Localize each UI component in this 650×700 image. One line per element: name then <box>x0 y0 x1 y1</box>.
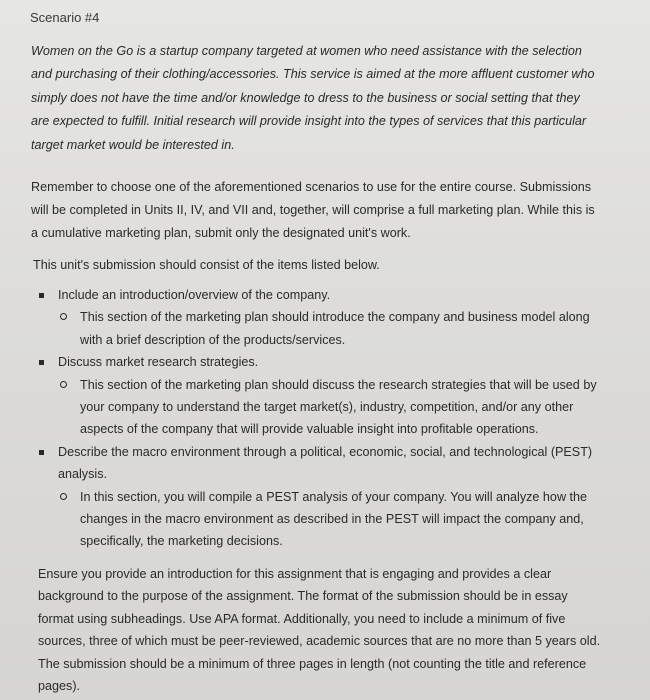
closing-line: background to the purpose of the assignment. The format of the submission should be in essay <box>38 589 568 604</box>
closing-line: Ensure you provide an introduction for this assignment that is engaging and provides a clear <box>38 567 552 581</box>
scenario-line: target market would be interested in. <box>31 137 235 152</box>
square-bullet-icon <box>39 360 44 365</box>
scenario-line: are expected to fulfill. Initial research will provide insight into the types of services that this particular <box>31 114 587 129</box>
reminder-line: will be completed in Units II, IV, and VII and, together, will comprise a full marketing plan. While this is <box>31 203 595 217</box>
sub-list-item-text: specifically, the marketing decisions. <box>80 534 283 549</box>
reminder-paragraph <box>31 176 643 245</box>
list-item-text: Describe the macro environment through a political, economic, social, and technological (PEST) <box>58 444 593 459</box>
sub-list-item-text: your company to understand the target market(s), industry, competition, and/or any other <box>80 400 574 415</box>
sub-list-item-text: In this section, you will compile a PEST analysis of your company. You will analyze how the <box>80 489 588 504</box>
sub-list-item <box>0 374 650 441</box>
scenario-line: Women on the Go is a startup company targeted at women who need assistance with the selection <box>31 44 582 58</box>
scenario-heading: Scenario #4 <box>30 10 100 25</box>
closing-line: sources, three of which must be peer-reviewed, academic sources that are no more than 5 years old. <box>38 634 601 649</box>
square-bullet-icon <box>39 293 44 298</box>
sub-list-item-text: This section of the marketing plan should introduce the company and business model along <box>80 310 590 325</box>
sub-list-item <box>0 306 650 351</box>
reminder-line: a cumulative marketing plan, submit only the designated unit's work. <box>31 226 411 240</box>
requirements-list <box>0 284 650 553</box>
closing-line: format using subheadings. Use APA format. Additionally, you need to include a minimum of five <box>38 611 566 626</box>
list-item-text: Discuss market research strategies. <box>58 355 259 370</box>
sub-list-item-text: changes in the macro environment as described in the PEST will impact the company and, <box>80 512 584 527</box>
list-item-text: analysis. <box>58 467 107 482</box>
scenario-description <box>31 40 643 157</box>
circle-bullet-icon <box>60 381 67 388</box>
sub-list-item <box>0 486 650 553</box>
list-item <box>0 284 650 306</box>
closing-line: The submission should be a minimum of three pages in length (not counting the title and reference <box>38 656 587 671</box>
closing-line: pages). <box>38 679 81 694</box>
scenario-line: simply does not have the time and/or knowledge to dress to the business or social setting that they <box>31 90 580 105</box>
sub-list-item-text: with a brief description of the products/services. <box>80 332 346 347</box>
circle-bullet-icon <box>60 493 67 500</box>
list-item <box>0 351 650 373</box>
list-item-text: Include an introduction/overview of the company. <box>58 288 331 302</box>
submission-intro: This unit's submission should consist of the items listed below. <box>33 258 380 272</box>
reminder-line: Remember to choose one of the aforementioned scenarios to use for the entire course. Submissions <box>31 180 592 194</box>
closing-paragraph <box>38 563 638 697</box>
sub-list-item-text: This section of the marketing plan should discuss the research strategies that will be used by <box>80 377 597 392</box>
list-item <box>0 441 650 486</box>
circle-bullet-icon <box>60 313 67 320</box>
square-bullet-icon <box>39 450 44 455</box>
scenario-line: and purchasing of their clothing/accessories. This service is aimed at the more affluent customer who <box>31 67 595 82</box>
sub-list-item-text: aspects of the company that will provide valuable insight into profitable operations. <box>80 422 539 437</box>
